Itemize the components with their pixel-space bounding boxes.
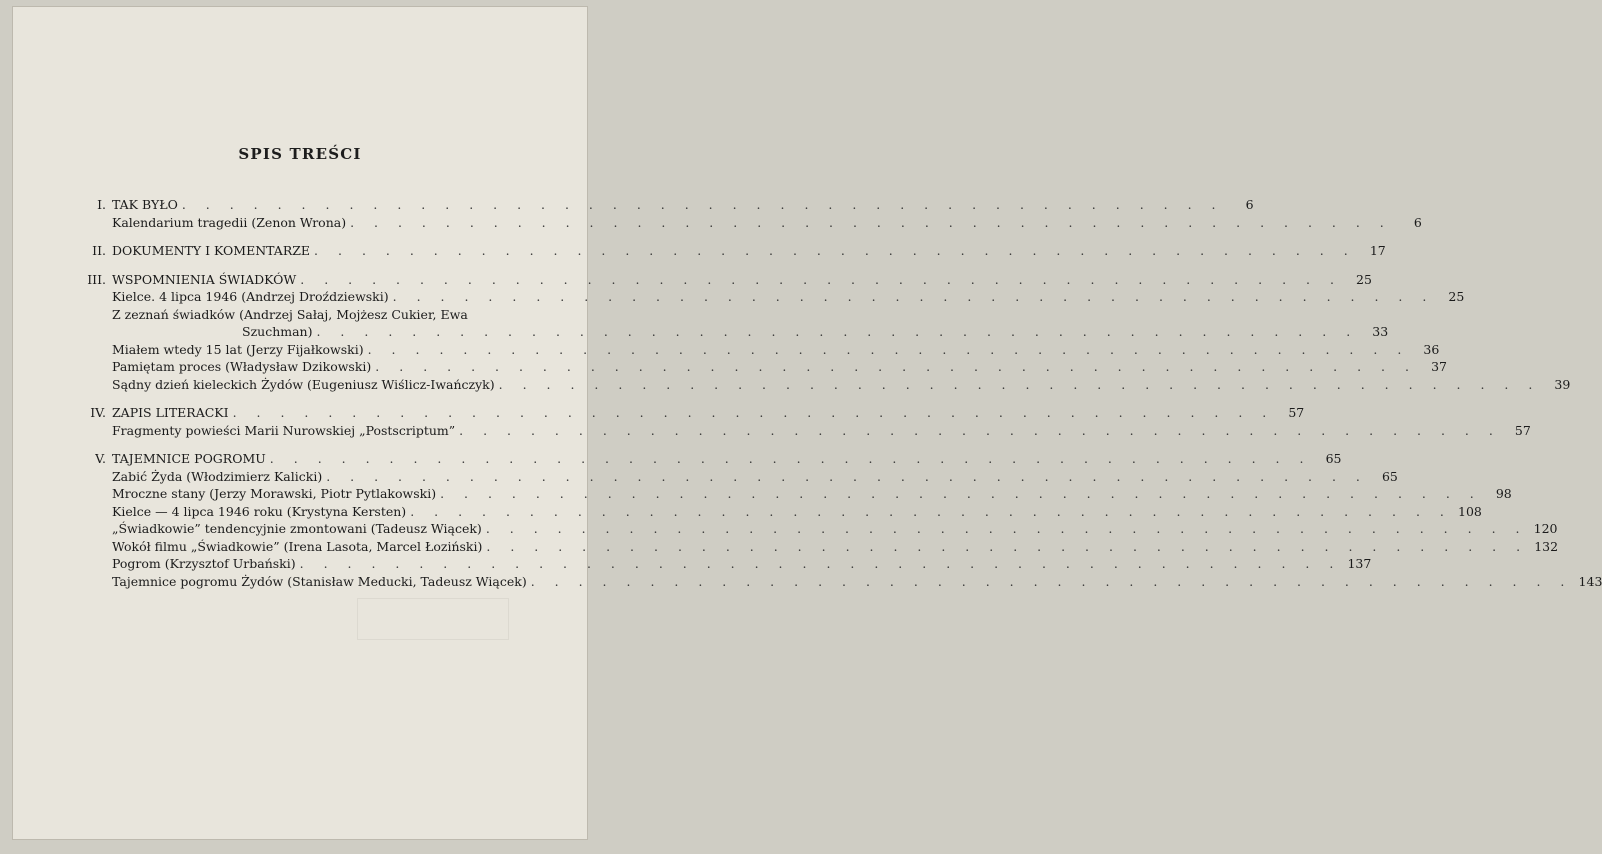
page-number: 36 <box>1423 341 1440 357</box>
toc-entry <box>72 468 1398 486</box>
toc-entry <box>72 485 1512 503</box>
entry-title: Pamiętam proces (Władysław Dzikowski) <box>112 359 372 374</box>
chapter-number: I. <box>97 197 106 212</box>
chapter-title: WSPOMNIENIA ŚWIADKÓW <box>112 271 297 287</box>
leader-dots <box>486 538 1528 556</box>
page-number: 6 <box>1413 214 1422 230</box>
leader-dots <box>300 271 1342 289</box>
leader-dots <box>326 468 1368 486</box>
page-title: SPIS TREŚCI <box>238 145 362 163</box>
toc-entry-continuation <box>72 323 1389 341</box>
page-number: 98 <box>1495 486 1512 501</box>
book-page <box>12 6 1602 840</box>
page-number: 39 <box>1554 376 1571 392</box>
leader-dots <box>499 376 1541 394</box>
toc-entry <box>72 358 1447 376</box>
toc-chapter <box>72 196 1254 214</box>
entry-title: Miałem wtedy 15 lat (Jerzy Fijałkowski) <box>112 341 364 357</box>
leader-dots <box>270 450 1312 468</box>
entry-title-line-2: Szuchman) <box>242 324 313 339</box>
leader-dots <box>459 422 1501 440</box>
toc-entry <box>72 214 1422 232</box>
page-number: 6 <box>1245 197 1254 212</box>
entry-title: Kielce. 4 lipca 1946 (Andrzej Droździewski) <box>112 289 389 304</box>
leader-dots <box>368 341 1410 359</box>
leader-dots <box>316 323 1358 341</box>
toc-entry <box>72 573 1602 591</box>
chapter-number: IV. <box>90 405 106 420</box>
page-number: 25 <box>1356 271 1372 287</box>
entry-title: Mroczne stany (Jerzy Morawski, Piotr Pytlakowski) <box>112 486 437 501</box>
leader-dots <box>300 555 1342 573</box>
toc-chapter <box>72 271 1372 289</box>
entry-title: Wokół filmu „Świadkowie” (Irena Lasota, Marcel Łoziński) <box>112 538 483 554</box>
chapter-number: V. <box>95 451 106 466</box>
page-number: 17 <box>1369 243 1386 258</box>
page-number: 137 <box>1347 556 1372 571</box>
page-number: 37 <box>1431 359 1447 374</box>
page-number: 33 <box>1372 324 1389 339</box>
leader-dots <box>314 242 1356 260</box>
toc-section-4 <box>72 404 1531 439</box>
entry-title: Zabić Żyda (Włodzimierz Kalicki) <box>112 468 323 484</box>
leader-dots <box>182 196 1224 214</box>
toc-entry <box>72 341 1440 359</box>
page-number: 57 <box>1288 405 1305 420</box>
chapter-title: ZAPIS LITERACKI <box>112 405 229 420</box>
leader-dots <box>393 288 1435 306</box>
leader-dots <box>531 573 1573 591</box>
entry-title-line-1: Z zeznań świadków (Andrzej Sałaj, Mojżesz Cukier, Ewa <box>112 306 468 322</box>
leader-dots <box>440 485 1482 503</box>
toc-entry <box>72 538 1559 556</box>
toc-chapter <box>72 242 1386 260</box>
chapter-number: II. <box>92 243 106 258</box>
toc-entry <box>72 503 1482 521</box>
toc-entry <box>72 520 1558 538</box>
toc-section-5 <box>72 450 1602 590</box>
toc-entry <box>72 306 1389 341</box>
page-number: 65 <box>1381 468 1398 484</box>
page-number: 132 <box>1534 538 1559 554</box>
toc-entry <box>72 288 1465 306</box>
toc-entry <box>72 422 1531 440</box>
chapter-title: TAK BYŁO <box>112 197 178 212</box>
leader-dots <box>375 358 1417 376</box>
toc-section-2 <box>72 242 1386 260</box>
leader-dots <box>350 214 1392 232</box>
leader-dots <box>233 404 1275 422</box>
bleed-through-box <box>357 598 509 640</box>
toc-section-1 <box>72 196 1422 231</box>
toc-entry <box>72 376 1571 394</box>
toc-section-3 <box>72 271 1571 394</box>
entry-title: Kielce — 4 lipca 1946 roku (Krystyna Kersten) <box>112 503 407 519</box>
chapter-number: III. <box>87 271 106 287</box>
entry-title: Tajemnice pogromu Żydów (Stanisław Meducki, Tadeusz Wiącek) <box>112 573 527 589</box>
page-number: 25 <box>1448 289 1465 304</box>
leader-dots <box>486 520 1528 538</box>
chapter-title: DOKUMENTY I KOMENTARZE <box>112 243 311 258</box>
page-number: 120 <box>1533 521 1558 536</box>
entry-title: Kalendarium tragedii (Zenon Wrona) <box>112 214 347 230</box>
entry-title: „Świadkowie” tendencyjnie zmontowani (Tadeusz Wiącek) <box>112 521 482 536</box>
chapter-title: TAJEMNICE POGROMU <box>112 451 266 466</box>
entry-title: Pogrom (Krzysztof Urbański) <box>112 556 296 571</box>
page-number: 65 <box>1325 451 1342 466</box>
leader-dots <box>410 503 1452 521</box>
toc-chapter <box>72 404 1305 422</box>
entry-title: Sądny dzień kieleckich Żydów (Eugeniusz Wiślicz-Iwańczyk) <box>112 376 495 392</box>
entry-title: Fragmenty powieści Marii Nurowskiej „Postscriptum” <box>112 422 456 438</box>
toc-chapter <box>72 450 1342 468</box>
page-number: 143 <box>1578 573 1602 589</box>
toc-entry <box>72 555 1372 573</box>
page-number: 108 <box>1458 503 1482 519</box>
page-number: 57 <box>1514 422 1531 438</box>
table-of-contents <box>72 196 1602 601</box>
